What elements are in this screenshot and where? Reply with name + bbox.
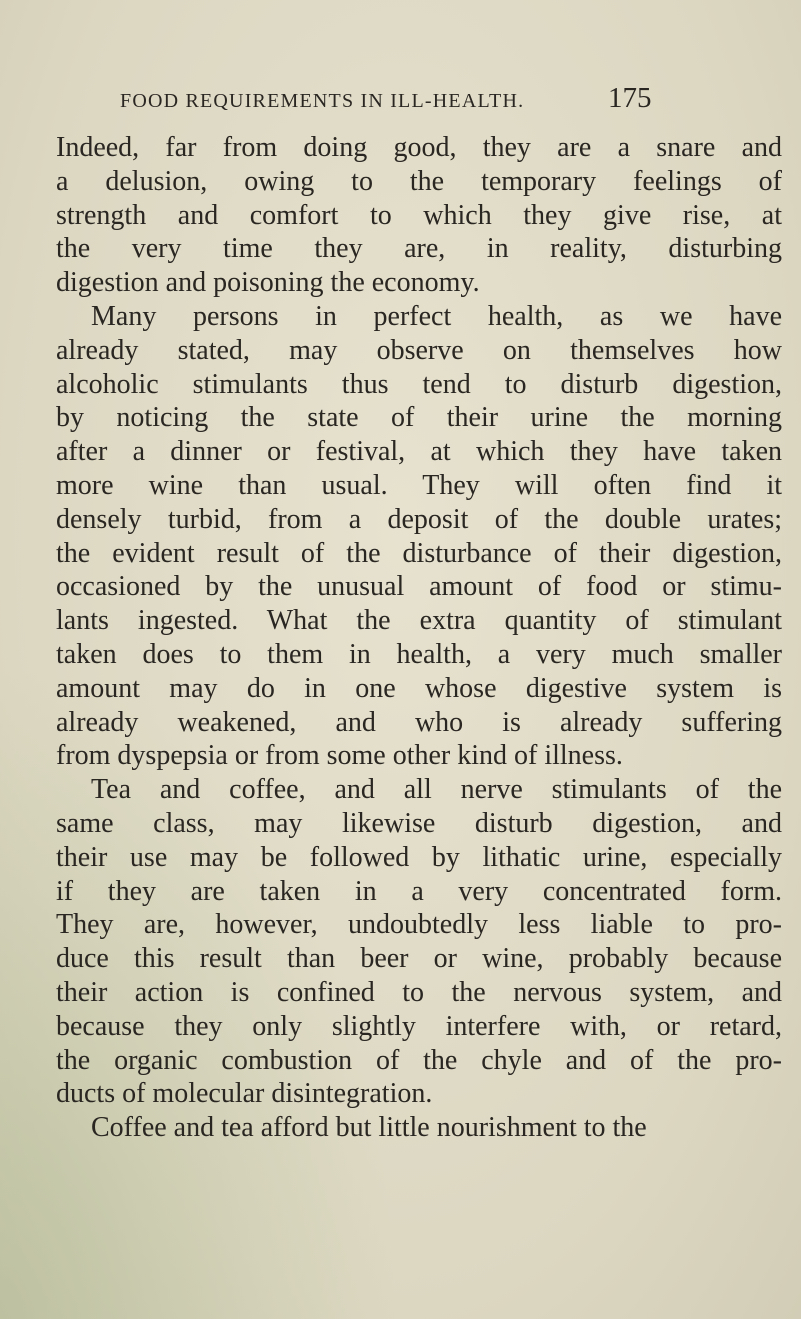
paragraph (56, 1111, 782, 1145)
text-line: alcoholic stimulants thus tend to disturb digestion, (56, 368, 782, 400)
text-line: digestion and poisoning the economy. (56, 267, 480, 299)
text-line: more wine than usual. They will often find it (56, 469, 782, 501)
text-line: the evident result of the disturbance of their digestion, (56, 537, 782, 569)
text-line: already weakened, and who is already suffering (56, 706, 782, 738)
text-line: They are, however, undoubtedly less liable to pro- (56, 909, 782, 941)
text-line: their use may be followed by lithatic urine, especially (56, 841, 782, 873)
text-line: amount may do in one whose digestive system is (56, 672, 782, 704)
text-line: densely turbid, from a deposit of the double urates; (56, 503, 782, 535)
text-line: Many persons in perfect health, as we have (91, 300, 782, 332)
text-line: duce this result than beer or wine, probably because (56, 943, 782, 975)
page-header (0, 82, 801, 122)
text-line: because they only slightly interfere with, or retard, (56, 1010, 782, 1042)
text-line: Indeed, far from doing good, they are a snare and (56, 132, 782, 163)
text-line: Tea and coffee, and all nerve stimulants of the (91, 774, 782, 806)
text-line: the very time they are, in reality, disturbing (56, 233, 782, 265)
text-line: the organic combustion of the chyle and of the pro- (56, 1044, 782, 1076)
text-line: same class, may likewise disturb digestion, and (56, 807, 782, 839)
text-line: ducts of molecular disintegration. (56, 1078, 433, 1110)
text-line: if they are taken in a very concentrated form. (56, 875, 782, 907)
text-line: Coffee and tea afford but little nourishment to the (91, 1112, 647, 1144)
text-line: a delusion, owing to the temporary feelings of (56, 165, 782, 197)
paragraph (56, 131, 782, 300)
text-line: after a dinner or festival, at which they have taken (56, 436, 782, 468)
paragraph (56, 300, 782, 773)
text-line: from dyspepsia or from some other kind of illness. (56, 740, 623, 772)
text-line: already stated, may observe on themselves how (56, 334, 782, 366)
text-line: strength and comfort to which they give rise, at (56, 199, 782, 231)
page-number: 175 (608, 82, 652, 114)
text-line: by noticing the state of their urine the morning (56, 402, 782, 434)
running-head: FOOD REQUIREMENTS IN ILL-HEALTH. (120, 90, 525, 112)
text-line: lants ingested. What the extra quantity of stimulant (56, 605, 782, 637)
body-text (56, 131, 782, 1145)
text-line: taken does to them in health, a very much smaller (56, 638, 782, 670)
text-line: occasioned by the unusual amount of food or stimu- (56, 571, 782, 603)
paragraph (56, 773, 782, 1111)
text-line: their action is confined to the nervous system, and (56, 976, 782, 1008)
